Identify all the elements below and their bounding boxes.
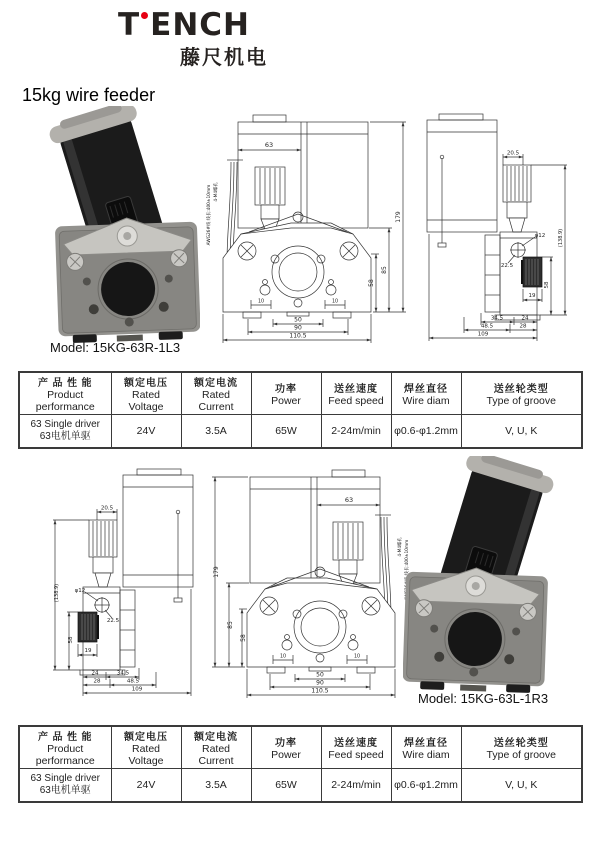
cell-groove-type: V, U, K [461, 769, 582, 803]
cell-power: 65W [251, 415, 321, 449]
front-view-drawing-bottom [200, 465, 415, 700]
dim-inlet-offset: 22.5 [500, 263, 514, 269]
cell-feed-speed: 2-24m/min [321, 769, 391, 803]
cell-groove-type: V, U, K [461, 415, 582, 449]
dim-span-90: 90 [294, 324, 302, 332]
spec-header-row [19, 726, 582, 769]
header-wire-diam: 焊丝直径 Wire diam [391, 726, 461, 769]
spec-data-row [19, 415, 582, 449]
header-feed-speed: 送丝速度 Feed speed [321, 372, 391, 415]
header-power: 功率 Power [251, 372, 321, 415]
header-rated-current: 额定电流 Rated Current [181, 372, 251, 415]
cell-wire-diam: φ0.6-φ1.2mm [391, 415, 461, 449]
model-label-bottom: Model: 15KG-63L-1R3 [418, 691, 549, 706]
cell-rated-voltage: 24V [111, 769, 181, 803]
dim-roller-height: 58 [544, 281, 550, 289]
dim-span-50: 50 [294, 316, 302, 324]
dim-depth-overall: 109 [477, 331, 489, 338]
header-rated-voltage: 额定电压 Rated Voltage [111, 726, 181, 769]
spec-data-row [19, 769, 582, 803]
dim-depth-24: 24 [521, 315, 529, 322]
dim-foot-offset-right: 10 [279, 654, 287, 660]
header-rated-voltage: 额定电压 Rated Voltage [111, 372, 181, 415]
product-photo-right-feed [28, 106, 200, 344]
dim-ref-height: (138.9) [54, 583, 60, 603]
dim-height-85: 85 [381, 266, 388, 274]
note-cable: AWG26#线 线长:400±10mm [405, 539, 410, 601]
cell-power: 65W [251, 769, 321, 803]
dim-depth-28: 28 [519, 323, 527, 330]
dim-motor-width: 63 [264, 141, 274, 149]
cell-rated-voltage: 24V [111, 415, 181, 449]
model-label-top: Model: 15KG-63R-1L3 [50, 340, 181, 355]
dim-motor-width: 63 [344, 496, 354, 504]
side-view-drawing-top [425, 110, 595, 345]
brand-logo-wordmark [118, 7, 268, 43]
dim-depth-overall: 109 [131, 686, 143, 693]
cell-rated-current: 3.5A [181, 415, 251, 449]
dim-knob-width: 20.5 [100, 505, 114, 512]
brand-logo-chinese: 藤尺机电 [180, 47, 268, 69]
dim-foot-offset-right: 10 [331, 299, 339, 305]
dim-height-58: 58 [368, 279, 375, 287]
note-mount-holes: 4-M4螺孔 [398, 537, 403, 557]
logo-red-dot-icon [141, 12, 148, 19]
dim-overall-height: 179 [395, 211, 402, 223]
product-photo-left-feed [403, 456, 575, 694]
dim-height-85: 85 [227, 621, 234, 629]
dim-foot-offset-left: 10 [257, 299, 265, 305]
dim-span-90: 90 [316, 679, 324, 687]
header-feed-speed: 送丝速度 Feed speed [321, 726, 391, 769]
cell-wire-diam: φ0.6-φ1.2mm [391, 769, 461, 803]
dim-inlet-diameter: φ12 [74, 588, 86, 594]
note-cable: AWG26#线 线长:400±10mm [207, 184, 212, 246]
dim-depth-34-5: 34.5 [490, 315, 504, 322]
note-mount-holes: 4-M4螺孔 [214, 182, 219, 202]
header-product-performance: 产 品 性 能 Product performance [19, 372, 111, 415]
dim-knob-width: 20.5 [506, 150, 520, 157]
dim-depth-24: 24 [91, 670, 99, 677]
cell-product: 63 Single driver 63电机单驱 [19, 769, 111, 803]
page-title: 15kg wire feeder [22, 85, 156, 105]
header-power: 功率 Power [251, 726, 321, 769]
dim-depth-48-5: 48.5 [480, 323, 494, 330]
dim-depth-34-5: 34.5 [116, 670, 130, 677]
dim-body-width: 110.5 [311, 687, 329, 695]
dim-inlet-diameter: φ12 [534, 233, 546, 239]
logo-letters-ench: ENCH [150, 7, 250, 43]
dim-inlet-offset: 22.5 [106, 618, 120, 624]
dim-roller-height: 58 [68, 636, 74, 644]
cell-rated-current: 3.5A [181, 769, 251, 803]
dim-body-width: 110.5 [289, 332, 307, 340]
front-view-drawing-top [203, 110, 418, 345]
spec-table-bottom [18, 725, 583, 803]
dim-foot-offset-left: 10 [353, 654, 361, 660]
header-rated-current: 额定电流 Rated Current [181, 726, 251, 769]
spec-header-row [19, 372, 582, 415]
dim-depth-48-5: 48.5 [126, 678, 140, 685]
header-groove-type: 送丝轮类型 Type of groove [461, 726, 582, 769]
dim-height-58: 58 [240, 634, 247, 642]
dim-span-50: 50 [316, 671, 324, 679]
dim-roller-width: 19 [84, 648, 92, 654]
cell-product: 63 Single driver 63电机单驱 [19, 415, 111, 449]
dim-overall-height: 179 [213, 566, 220, 578]
header-product-performance: 产 品 性 能 Product performance [19, 726, 111, 769]
spec-table-top [18, 371, 583, 449]
dim-roller-width: 19 [528, 293, 536, 299]
brand-logo [118, 7, 268, 70]
dim-ref-height: (138.9) [558, 228, 564, 248]
side-view-drawing-bottom [25, 465, 195, 700]
header-wire-diam: 焊丝直径 Wire diam [391, 372, 461, 415]
header-groove-type: 送丝轮类型 Type of groove [461, 372, 582, 415]
logo-letter-t: T [118, 7, 141, 43]
cell-feed-speed: 2-24m/min [321, 415, 391, 449]
dim-depth-28: 28 [93, 678, 101, 685]
